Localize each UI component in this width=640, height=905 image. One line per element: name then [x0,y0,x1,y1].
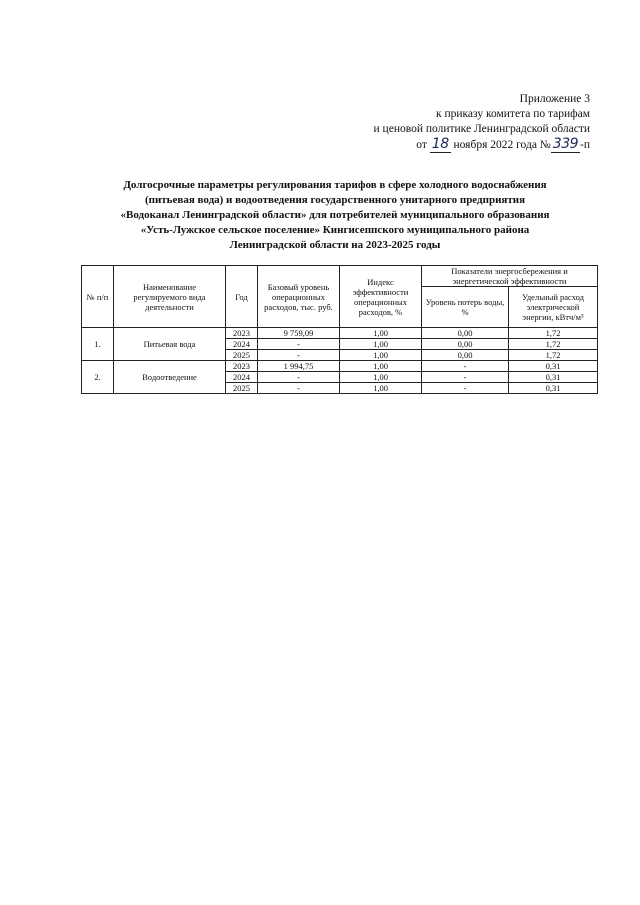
header-base-costs: Базовый уровень операционных расходов, тыс. руб. [258,266,340,328]
cell-year: 2025 [226,383,258,394]
cell-base: - [258,339,340,350]
document-title [95,178,575,253]
header-water-losses: Уровень потерь воды, % [422,287,509,328]
cell-year: 2024 [226,339,258,350]
cell-losses: - [422,383,509,394]
cell-base: 9 759,09 [258,328,340,339]
title-line: Долгосрочные параметры регулирования тарифов в сфере холодного водоснабжения [123,179,547,191]
header-activity: Наименование регулируемого вида деятельности [114,266,226,328]
cell-year: 2024 [226,372,258,383]
cell-year: 2023 [226,328,258,339]
title-line: (питьевая вода) и водоотведения государственного унитарного предприятия [144,194,526,206]
cell-index: 1,00 [340,372,422,383]
header-energy-group: Показатели энергосбережения и энергетической эффективности [422,266,598,287]
table-row [82,361,598,372]
cell-index: 1,00 [340,361,422,372]
cell-losses: - [422,361,509,372]
appendix-committee: и ценовой политике Ленинградской области [373,123,590,135]
title-line: «Водоканал Ленинградской области» для потребителей муниципального образования [120,209,550,221]
date-prefix: от [416,139,427,151]
cell-consumption: 1,72 [509,350,598,361]
header-num: № п/п [82,266,114,328]
cell-base: - [258,383,340,394]
cell-num: 1. [82,328,114,361]
title-line: «Усть-Лужское сельское поселение» Кингисеппского муниципального района [140,224,530,236]
cell-consumption: 1,72 [509,328,598,339]
cell-index: 1,00 [340,339,422,350]
cell-consumption: 0,31 [509,383,598,394]
cell-activity: Водоотведение [114,361,226,394]
cell-losses: 0,00 [422,328,509,339]
title-line: Ленинградской области на 2023-2025 годы [229,239,441,251]
cell-index: 1,00 [340,328,422,339]
header-efficiency-index: Индекс эффективности операционных расходов, % [340,266,422,328]
header-year: Год [226,266,258,328]
cell-losses: - [422,372,509,383]
cell-base: - [258,350,340,361]
cell-year: 2025 [226,350,258,361]
cell-consumption: 0,31 [509,372,598,383]
date-rest: ноября 2022 года № [453,139,551,151]
cell-losses: 0,00 [422,350,509,361]
appendix-title: Приложение 3 [519,93,590,105]
handwritten-order-number: 339 [552,136,579,152]
appendix-order-ref: к приказу комитета по тарифам [436,108,590,120]
parameters-table [81,265,598,394]
cell-losses: 0,00 [422,339,509,350]
cell-num: 2. [82,361,114,394]
table-row [82,328,598,339]
cell-year: 2023 [226,361,258,372]
appendix-header [374,92,590,153]
cell-consumption: 1,72 [509,339,598,350]
cell-index: 1,00 [340,350,422,361]
header-energy-consumption: Удельный расход электрической энергии, кВтч/м³ [509,287,598,328]
appendix-date-line [374,137,590,153]
cell-base: - [258,372,340,383]
order-suffix: -п [580,139,590,151]
cell-index: 1,00 [340,383,422,394]
cell-activity: Питьевая вода [114,328,226,361]
cell-base: 1 994,75 [258,361,340,372]
handwritten-day: 18 [431,136,449,152]
cell-consumption: 0,31 [509,361,598,372]
